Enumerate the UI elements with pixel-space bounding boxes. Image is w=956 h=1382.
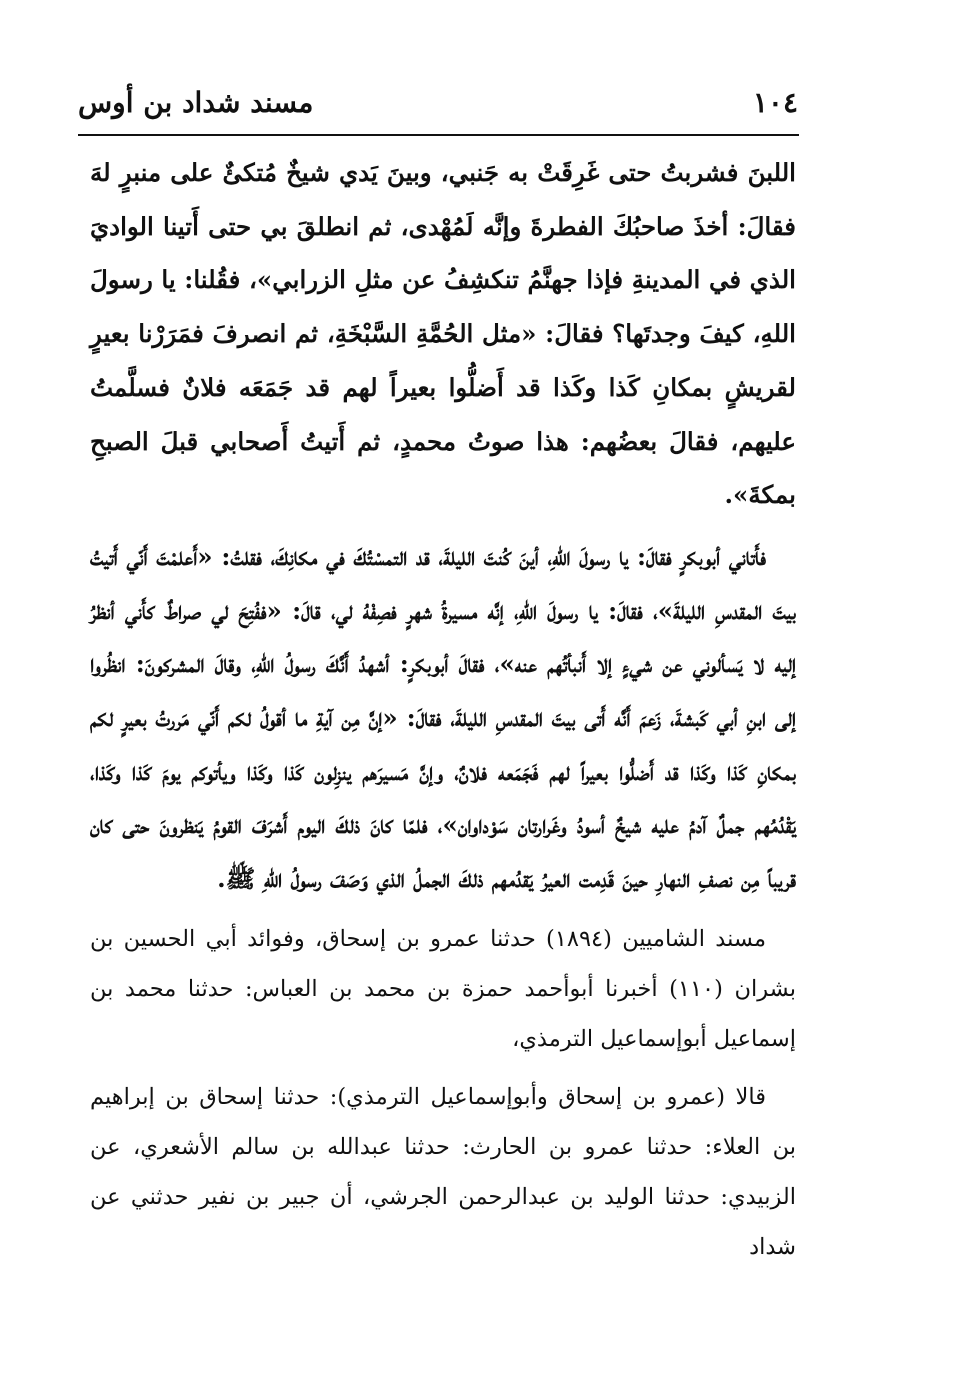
page-number: ١٠٤ (752, 86, 798, 119)
hadith-paragraph-2: فأَتاني أبوبكرٍ فقالَ: يا رسولَ اللهِ، أينَ كُنتَ الليلةَ، قد التمسْتُكَ في مكانِكَ، فقلتُ: «أَعلمْتَ أَنّي أَتيتُ بيتَ المقدسِ الليلةَ»، فقالَ: يا رسولَ اللهِ، إنَّه مسيرةُ شهرٍ فصِفْهُ لي، قالَ: «ففُتِحَ لي صراطٌ كأَني أنظرُ إليه لا يَسألوني عن شيءٍ إلا أَنبأتُهم عنه»، فقالَ أبوبكرٍ: أشهدُ أَنَّكَ رسولُ اللهِ، وقالَ المشركونَ: انظُروا إلى ابنِ أبي كَبشةَ، زَعمَ أَنَّه أَتى بيتَ المقدسِ الليلةَ، فقالَ: «إنَّ مِن آيةِ ما أقولُ لكم أَنّي مَررتُ بعيرٍ لكم بمكانِ كَذا وكَذا قد أَضلُّوا بعيراً لهم فَجَمَعه فلانٌ، وإنَّ مَسيرَهم ينزِلون كَذا وكَذا ويأتوكم يومَ كَذا وكَذا، يَقْدُمُهم جملٌ آدمُ عليه شيخٌ أسودُ وغَرارتان سَوْداوان»، فلمّا كانَ ذلكَ اليوم أَشرَفَ القومُ يَنظرونَ حتى كان قريباً مِن نصفِ النهارِ حينَ قَدِمت العيرُ يَقدُمهم ذلكَ الجملُ الذي وَصَفَ رسولُ اللهِ ﷺ. (90, 541, 796, 894)
page-header (78, 86, 798, 126)
source-paragraph-1: مسند الشاميين (١٨٩٤) حدثنا عمرو بن إسحاق، وفوائد أبي الحسين بن بشران (١١٠) أخبرنا أبوأحمد حمزة بن محمد بن العباس: حدثنا محمد بن إسماعيل أبوإسماعيل الترمذي، (90, 925, 796, 1052)
hadith-paragraph-1: اللبنَ فشربتُ حتى غَرِقَتْ به جَنبي، وبينَ يَدي شيخٌ مُتكئٌ على منبرٍ لهَ فقالَ: أخذَ صاحبُكَ الفطرةَ وإنَّه لَمُهْدى، ثم انطلقَ بي حتى أَتينا الواديَ الذي في المدينةِ فإذا جهنَّمُ تنكشِفُ عن مثلِ الزرابي»، فقُلنا: يا رسولَ اللهِ، كيفَ وجدتَها؟ فقالَ: «مثل الحُمَّةِ السَّبْخَةِ، ثم انصرفَ فمَرَرْنا بعيرٍ لقريشٍ بمكانِ كَذا وكَذا قد أَضلُّوا بعيراً لهم قد جَمَعَه فلانٌ فسلَّمتُ عليهم، فقالَ بعضُهم: هذا صوتُ محمدٍ، ثم أَتيتُ أَصحابي قبلَ الصبحِ بمكةَ». (90, 158, 796, 510)
header-rule (78, 134, 799, 136)
running-title: مسند شداد بن أوس (78, 86, 314, 119)
source-paragraph-2: قالا (عمرو بن إسحاق وأبوإسماعيل الترمذي): حدثنا إسحاق بن إبراهيم بن العلاء: حدثنا عمرو بن الحارث: حدثنا عبدالله بن سالم الأشعري، عن الزبيدي: حدثنا الوليد بن عبدالرحمن الجرشي، أن جبير بن نفير حدثني عن شداد (90, 1083, 796, 1260)
page-body (90, 146, 796, 1272)
